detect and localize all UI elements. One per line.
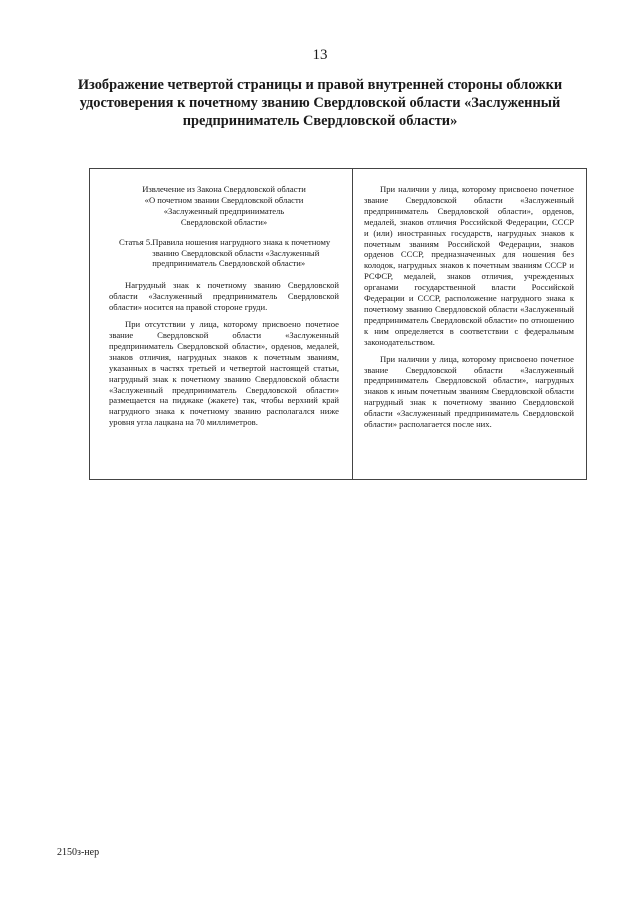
excerpt-line: «О почетном звании Свердловской области (144, 194, 304, 205)
document-heading: Изображение четвертой страницы и правой внутренней стороны обложки удостоверения к почетному званию Свердловской области «Заслуженный предприниматель Свердловской области» (77, 77, 563, 129)
article-title: Правила ношения нагрудного знака к почетному званию Свердловской области «Заслуженный предприниматель Свердловской области» (152, 236, 331, 269)
certificate-spread (89, 168, 587, 480)
page-number: 13 (312, 47, 328, 63)
article-paragraph: При наличии у лица, которому присвоено почетное звание Свердловской области «Заслуженный предприниматель Свердловской области», нагрудных знаков к иным почетным званиям Свердловской области нагрудный знак к почетному званию Свердловской области «Заслуженный предприниматель Свердловской области» располагается после них. (364, 353, 574, 430)
article-paragraph: Нагрудный знак к почетному званию Свердловской области «Заслуженный предприниматель Свердловской области» носится на правой стороне груди. (109, 280, 339, 313)
article-paragraph: При наличии у лица, которому присвоено почетное звание Свердловской области «Заслуженный предприниматель Свердловской области», орденов, медалей, знаков отличия Российской Федерации, СССР и (или) иностранных государств, нагрудных знаков к почетным званиям Российской Федерации, знаков орденов СССР, предназначенных для ношения без колодок, нагрудных знаков к почетным званиям СССР и РСФСР, медалей, знаков отличия, учрежденных органами государственной власти Российской Федерации и СССР, расположение нагрудного знака к почетному званию Свердловской области «Заслуженный предприниматель Свердловской области» по отношению к ним определяется в соответствии с федеральным законодательством. (364, 184, 574, 347)
article-heading (109, 237, 339, 270)
excerpt-line: Извлечение из Закона Свердловской области (142, 184, 306, 194)
article-number: Статья 5. (119, 236, 153, 247)
left-page (90, 169, 352, 479)
excerpt-heading (109, 184, 339, 228)
article-paragraph: При отсутствии у лица, которому присвоено почетное звание Свердловской области «Заслуженный предприниматель Свердловской области», орденов, медалей, знаков отличия, нагрудных знаков к почетным званиям, указанных в частях третьей и четвертой настоящей статьи, нагрудный знак к почетному званию Свердловской области «Заслуженный предприниматель Свердловской области» размещается на пиджаке (жакете) так, чтобы верхний край нагрудного знака к почетному званию располагался ниже уровня угла лацкана на 70 миллиметров. (109, 319, 339, 428)
excerpt-line: «Заслуженный предприниматель (163, 205, 285, 216)
excerpt-line: Свердловской области» (180, 216, 268, 227)
footer-code: 2150з-нер (57, 847, 100, 858)
right-page (353, 169, 586, 479)
